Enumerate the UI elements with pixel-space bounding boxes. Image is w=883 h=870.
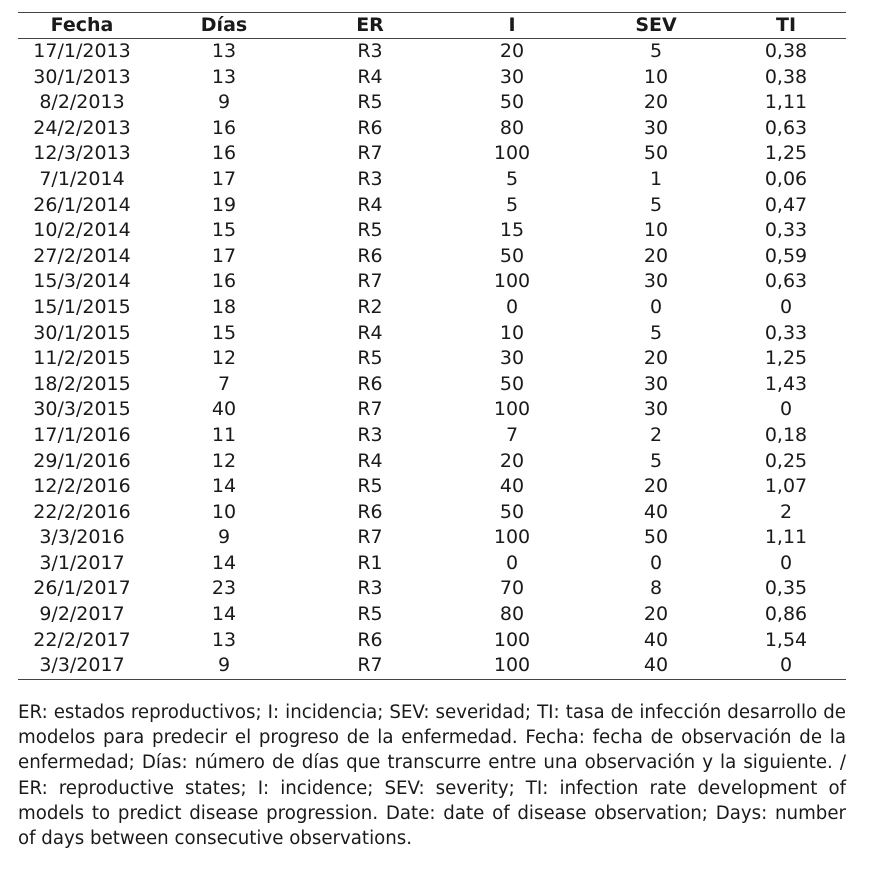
cell-ti: 0,63 <box>764 116 808 139</box>
cell-i: 0 <box>505 295 519 318</box>
cell-er: R6 <box>357 116 383 139</box>
cell-ti: 0,35 <box>764 577 808 600</box>
cell-i: 100 <box>493 526 531 549</box>
cell-fecha: 22/2/2016 <box>33 500 131 523</box>
cell-sev: 10 <box>643 65 669 88</box>
cell-er: R6 <box>357 244 383 267</box>
data-table <box>18 12 846 680</box>
cell-ti: 0 <box>779 654 793 677</box>
table-row <box>18 602 846 628</box>
cell-sev: 5 <box>649 40 663 62</box>
cell-ti: 0,33 <box>764 219 808 242</box>
cell-ti: 2 <box>779 500 793 523</box>
table-row <box>18 39 846 65</box>
column-header-fecha: Fecha <box>50 14 114 36</box>
cell-fecha: 10/2/2014 <box>33 219 131 242</box>
table-row <box>18 321 846 347</box>
cell-i: 30 <box>499 347 525 370</box>
cell-dias: 13 <box>211 65 237 88</box>
cell-i: 100 <box>493 270 531 293</box>
cell-dias: 14 <box>211 475 237 498</box>
cell-er: R5 <box>357 475 383 498</box>
cell-ti: 1,07 <box>764 475 808 498</box>
cell-dias: 15 <box>211 219 237 242</box>
cell-i: 40 <box>499 475 525 498</box>
cell-ti: 0 <box>779 295 793 318</box>
cell-ti: 0,63 <box>764 270 808 293</box>
cell-i: 5 <box>505 193 519 216</box>
cell-ti: 1,11 <box>764 91 808 114</box>
cell-fecha: 18/2/2015 <box>33 372 131 395</box>
cell-er: R4 <box>357 449 383 472</box>
cell-er: R7 <box>357 654 383 677</box>
cell-dias: 16 <box>211 116 237 139</box>
cell-sev: 50 <box>643 142 669 165</box>
cell-i: 0 <box>505 551 519 574</box>
cell-sev: 40 <box>643 500 669 523</box>
cell-er: R7 <box>357 270 383 293</box>
cell-fecha: 7/1/2014 <box>39 167 125 190</box>
cell-i: 15 <box>499 219 525 242</box>
cell-fecha: 30/3/2015 <box>33 398 131 421</box>
cell-dias: 15 <box>211 321 237 344</box>
cell-dias: 9 <box>217 654 231 677</box>
cell-dias: 12 <box>211 347 237 370</box>
cell-fecha: 3/1/2017 <box>39 551 125 574</box>
table-footnote: ER: estados reproductivos; I: incidencia; SEV: severidad; TI: tasa de infección desarrollo de modelos para predecir el progreso de la enfermedad. Fecha: fecha de observación de la enfermedad; Días: número de días que transcurre entre una observación y la siguiente. / ER: reproductive states; I: incidence; SEV: severity; TI: infection rate development of models to predict disease progression. Date: date of disease observation; Days: number of days between consecutive observations. <box>18 702 846 850</box>
cell-fecha: 27/2/2014 <box>33 244 131 267</box>
cell-dias: 16 <box>211 142 237 165</box>
cell-dias: 17 <box>211 167 237 190</box>
cell-er: R3 <box>357 423 383 446</box>
cell-sev: 40 <box>643 628 669 651</box>
cell-dias: 23 <box>211 577 237 600</box>
cell-sev: 30 <box>643 270 669 293</box>
cell-sev: 2 <box>649 423 663 446</box>
table-row <box>18 372 846 398</box>
cell-fecha: 15/1/2015 <box>33 295 131 318</box>
cell-ti: 0,38 <box>764 40 808 62</box>
cell-er: R1 <box>357 551 383 574</box>
cell-er: R6 <box>357 628 383 651</box>
column-header-dias: Días <box>200 14 248 36</box>
cell-er: R7 <box>357 526 383 549</box>
cell-sev: 30 <box>643 116 669 139</box>
table-row <box>18 346 846 372</box>
cell-i: 50 <box>499 91 525 114</box>
cell-dias: 10 <box>211 500 237 523</box>
cell-sev: 10 <box>643 219 669 242</box>
cell-dias: 13 <box>211 40 237 62</box>
cell-fecha: 29/1/2016 <box>33 449 131 472</box>
cell-dias: 19 <box>211 193 237 216</box>
cell-ti: 0,47 <box>764 193 808 216</box>
table-body <box>18 39 846 680</box>
cell-i: 70 <box>499 577 525 600</box>
cell-fecha: 12/2/2016 <box>33 475 131 498</box>
cell-sev: 5 <box>649 449 663 472</box>
cell-ti: 0 <box>779 551 793 574</box>
table-row <box>18 218 846 244</box>
cell-er: R4 <box>357 65 383 88</box>
cell-fecha: 30/1/2015 <box>33 321 131 344</box>
cell-i: 100 <box>493 398 531 421</box>
cell-sev: 0 <box>649 295 663 318</box>
table-row <box>18 295 846 321</box>
cell-er: R4 <box>357 193 383 216</box>
header-row <box>18 13 846 39</box>
cell-sev: 5 <box>649 193 663 216</box>
cell-i: 30 <box>499 65 525 88</box>
cell-ti: 0,06 <box>764 167 808 190</box>
cell-sev: 20 <box>643 475 669 498</box>
cell-sev: 20 <box>643 91 669 114</box>
cell-fecha: 24/2/2013 <box>33 116 131 139</box>
cell-sev: 8 <box>649 577 663 600</box>
table-row <box>18 653 846 679</box>
cell-i: 50 <box>499 372 525 395</box>
cell-fecha: 3/3/2016 <box>39 526 125 549</box>
cell-ti: 1,25 <box>764 347 808 370</box>
table-row <box>18 193 846 219</box>
cell-sev: 50 <box>643 526 669 549</box>
cell-fecha: 3/3/2017 <box>39 654 125 677</box>
cell-ti: 0,33 <box>764 321 808 344</box>
cell-dias: 40 <box>211 398 237 421</box>
cell-fecha: 30/1/2013 <box>33 65 131 88</box>
table-row <box>18 244 846 270</box>
cell-sev: 20 <box>643 603 669 626</box>
cell-fecha: 12/3/2013 <box>33 142 131 165</box>
table-row <box>18 65 846 91</box>
table-row <box>18 500 846 526</box>
cell-dias: 14 <box>211 551 237 574</box>
cell-er: R6 <box>357 372 383 395</box>
cell-er: R5 <box>357 347 383 370</box>
cell-sev: 20 <box>643 244 669 267</box>
cell-ti: 1,54 <box>764 628 808 651</box>
cell-i: 50 <box>499 244 525 267</box>
cell-i: 100 <box>493 628 531 651</box>
table-row <box>18 525 846 551</box>
cell-ti: 1,25 <box>764 142 808 165</box>
cell-dias: 13 <box>211 628 237 651</box>
table-row <box>18 90 846 116</box>
cell-fecha: 17/1/2013 <box>33 40 131 62</box>
cell-ti: 0,86 <box>764 603 808 626</box>
data-table-container <box>18 12 846 680</box>
cell-dias: 7 <box>217 372 231 395</box>
cell-er: R5 <box>357 91 383 114</box>
cell-sev: 30 <box>643 398 669 421</box>
cell-dias: 18 <box>211 295 237 318</box>
cell-ti: 0,38 <box>764 65 808 88</box>
cell-er: R6 <box>357 500 383 523</box>
cell-fecha: 8/2/2013 <box>39 91 125 114</box>
table-row <box>18 167 846 193</box>
column-header-sev: SEV <box>635 14 677 36</box>
table-row <box>18 423 846 449</box>
table-row <box>18 449 846 475</box>
cell-fecha: 15/3/2014 <box>33 270 131 293</box>
cell-i: 20 <box>499 449 525 472</box>
cell-i: 80 <box>499 603 525 626</box>
table-row <box>18 576 846 602</box>
cell-i: 10 <box>499 321 525 344</box>
cell-er: R4 <box>357 321 383 344</box>
cell-er: R3 <box>357 577 383 600</box>
column-header-i: I <box>508 14 516 36</box>
table-row <box>18 474 846 500</box>
column-header-ti: TI <box>775 14 797 36</box>
cell-fecha: 17/1/2016 <box>33 423 131 446</box>
cell-er: R5 <box>357 603 383 626</box>
cell-dias: 12 <box>211 449 237 472</box>
cell-ti: 0 <box>779 398 793 421</box>
column-header-er: ER <box>356 14 384 36</box>
cell-i: 100 <box>493 142 531 165</box>
cell-fecha: 22/2/2017 <box>33 628 131 651</box>
cell-er: R7 <box>357 142 383 165</box>
table-row <box>18 397 846 423</box>
cell-fecha: 26/1/2017 <box>33 577 131 600</box>
cell-i: 100 <box>493 654 531 677</box>
cell-sev: 0 <box>649 551 663 574</box>
cell-fecha: 26/1/2014 <box>33 193 131 216</box>
cell-dias: 17 <box>211 244 237 267</box>
table-row <box>18 628 846 654</box>
cell-i: 20 <box>499 40 525 62</box>
cell-er: R7 <box>357 398 383 421</box>
cell-ti: 1,11 <box>764 526 808 549</box>
cell-i: 50 <box>499 500 525 523</box>
cell-i: 80 <box>499 116 525 139</box>
cell-dias: 16 <box>211 270 237 293</box>
cell-ti: 0,18 <box>764 423 808 446</box>
cell-sev: 5 <box>649 321 663 344</box>
table-row <box>18 269 846 295</box>
cell-er: R3 <box>357 40 383 62</box>
cell-fecha: 9/2/2017 <box>39 603 125 626</box>
cell-i: 7 <box>505 423 519 446</box>
cell-dias: 11 <box>211 423 237 446</box>
cell-sev: 20 <box>643 347 669 370</box>
cell-er: R3 <box>357 167 383 190</box>
cell-i: 5 <box>505 167 519 190</box>
cell-ti: 0,25 <box>764 449 808 472</box>
cell-dias: 9 <box>217 526 231 549</box>
table-header <box>18 13 846 39</box>
table-row <box>18 116 846 142</box>
cell-sev: 30 <box>643 372 669 395</box>
cell-ti: 1,43 <box>764 372 808 395</box>
cell-sev: 1 <box>649 167 663 190</box>
table-row <box>18 141 846 167</box>
cell-sev: 40 <box>643 654 669 677</box>
table-row <box>18 551 846 577</box>
cell-er: R5 <box>357 219 383 242</box>
cell-fecha: 11/2/2015 <box>33 347 131 370</box>
cell-er: R2 <box>357 295 383 318</box>
cell-dias: 14 <box>211 603 237 626</box>
cell-dias: 9 <box>217 91 231 114</box>
cell-ti: 0,59 <box>764 244 808 267</box>
